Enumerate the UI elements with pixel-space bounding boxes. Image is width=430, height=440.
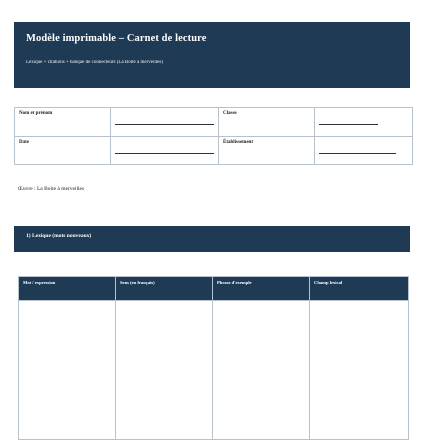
date-field[interactable] xyxy=(111,136,219,165)
page-subtitle: Lexique + citations + banque de connecteurs (La Boite à merveilles) xyxy=(26,60,163,65)
oeuvre-line: Œuvre : La Boite à merveilles xyxy=(18,186,85,192)
column-header: Champ lexical xyxy=(310,277,409,301)
class-underline xyxy=(319,124,378,125)
name-underline xyxy=(115,124,214,125)
lexique-header-row xyxy=(19,277,409,301)
column-header: Sens (en français) xyxy=(116,277,213,301)
class-field[interactable] xyxy=(315,108,413,137)
header-banner xyxy=(14,22,410,88)
school-field[interactable] xyxy=(315,136,413,165)
lexique-cell[interactable] xyxy=(213,301,310,440)
page-title: Modèle imprimable – Carnet de lecture xyxy=(26,33,207,44)
lexique-table xyxy=(18,276,409,440)
lexique-cell[interactable] xyxy=(19,301,116,440)
date-underline xyxy=(115,153,214,154)
student-info-table xyxy=(14,107,413,165)
section-lexique-header: 1) Lexique (mots nouveaux) xyxy=(14,226,410,252)
class-label: Classe xyxy=(219,108,315,137)
school-label: Établissement xyxy=(219,136,315,165)
column-header: Phrase d'exemple xyxy=(213,277,310,301)
school-underline xyxy=(319,153,396,154)
table-row xyxy=(19,301,409,440)
name-label: Nom et prénom xyxy=(15,108,111,137)
lexique-cell[interactable] xyxy=(310,301,409,440)
date-label: Date xyxy=(15,136,111,165)
name-field[interactable] xyxy=(111,108,219,137)
lexique-cell[interactable] xyxy=(116,301,213,440)
column-header: Mot / expression xyxy=(19,277,116,301)
